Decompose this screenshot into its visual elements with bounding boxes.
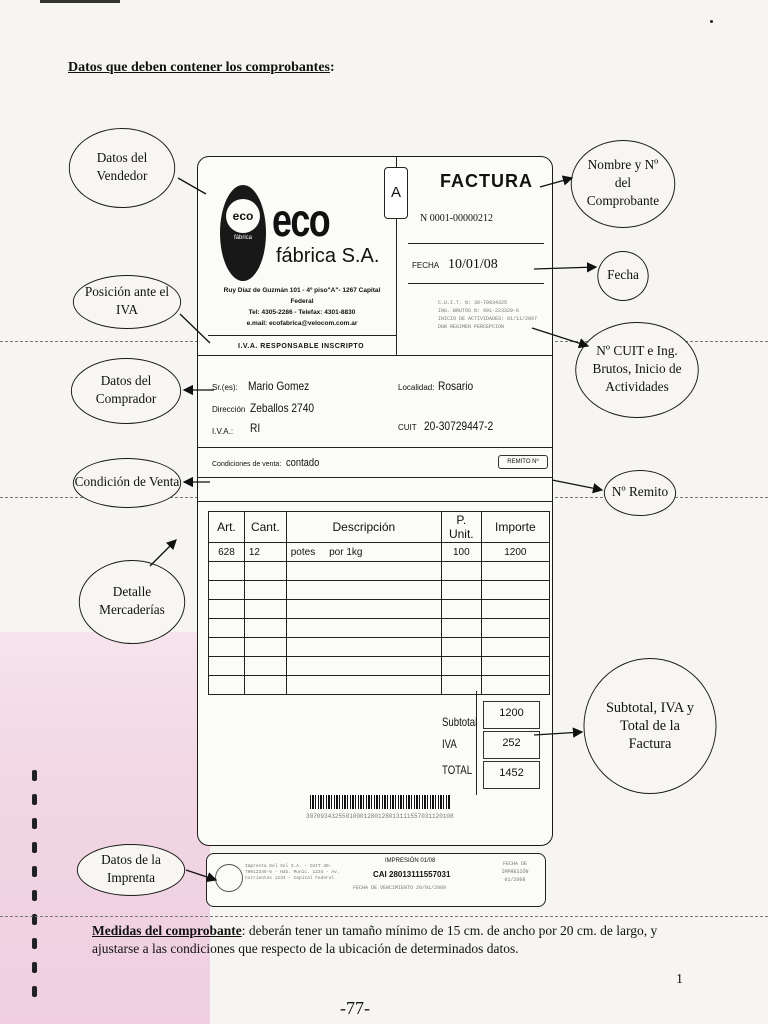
doc-title: FACTURA [440, 171, 533, 191]
total-value: 1452 [483, 761, 540, 789]
page-title: Datos que deben contener los comprobantes: [68, 60, 335, 75]
handwritten-page-number: -77- [340, 998, 370, 1018]
callout-nombre: Nombre y Nº del Comprobante [571, 140, 676, 228]
company-name: fábrica S.A. [276, 245, 380, 267]
callout-vendedor: Datos del Vendedor [69, 128, 175, 208]
subtotal-label: Subtotal [442, 715, 478, 729]
buyer-city: Rosario [438, 379, 474, 393]
buyer-cuit: 20-30729447-2 [424, 419, 494, 433]
callout-totales: Subtotal, IVA y Total de la Factura [584, 658, 717, 794]
page-number: 1 [676, 972, 683, 987]
callout-comprador: Datos del Comprador [71, 358, 181, 424]
callout-remito: Nº Remito [604, 470, 676, 516]
callout-imprenta: Datos de la Imprenta [77, 844, 185, 896]
fecha-value: 10/01/08 [448, 257, 498, 272]
callout-detalle: Detalle Mercaderías [79, 560, 185, 644]
subtotal-value: 1200 [483, 701, 540, 729]
fecha-label: FECHA [412, 261, 440, 270]
callout-fecha: Fecha [597, 251, 648, 301]
dot-mark [710, 20, 713, 23]
tax-ids: C.U.I.T. N: 30-70934325 ING. BRUTOS N: 901-223329-6 INICIO DE ACTIVIDADES: 01/11/2007 DGR REGIMEN PERCEPCION [438, 300, 538, 330]
iva-label: IVA [442, 737, 457, 751]
table-row: 628 12 potes por 1kg 100 1200 [209, 543, 550, 562]
buyer-address: Zeballos 2740 [250, 401, 315, 415]
callout-iva: Posición ante el IVA [73, 275, 181, 329]
barcode-number: 30709343255010001280128013111557031120108 [306, 813, 454, 820]
footer-note: Medidas del comprobante: deberán tener un tamaño mínimo de 15 cm. de ancho por 20 cm. de largo, y ajustarse a las condiciones que respecto de la ubicación de determinados datos. [92, 923, 658, 956]
company-logo-word: eco [272, 194, 330, 246]
sale-condition: contado [286, 457, 320, 469]
eco-logo-icon: eco fábrica [220, 185, 266, 281]
total-label: TOTAL [442, 763, 473, 777]
invoice-number: N 0001-00000212 [420, 213, 494, 224]
table-header: Art. Cant. Descripción P. Unit. Importe [209, 512, 550, 543]
remito-box: REMITO Nº [498, 455, 548, 469]
invoice: eco fábrica eco fábrica S.A. Ruy Díaz de Guzmán 101 - 4º piso"A"- 1267 Capital Federal Tel: 4305-2286 - Telefax: 4301-8830 e.mail: ecofabrica@velocom.com.ar A FACTURA N 0001-00000212 FECHA 10/01/08 C.U.I.T. N: 30-70934325 ING. BRUTOS N: 901-223329-6 INICIO DE ACTIVIDADES: 01/11/2007 DGR REGIMEN PERCEPCION I.V.A. RESPONSABLE INSCRIPTO Sr.(es): Mario Gomez Localidad: Rosario Dirección Zeballos 2740 I.V.A.: RI CUIT 20-30729447-2 Condiciones de venta: contado REMITO Nº Art. Cant. Descripción P. Unit. Importe 628 12 potes por 1kg 100 1200 1200 252 1452 Subtotal IVA TOTAL 30709343255010001280128013111557031120108 Imprenta Del Sol S.A. - CUIT 30-70012345-6 - Hab. Munic. 1234 - Av. Corrientes 1234 - Capital Federal IMPRESIÓN 01/08 CAI 28013111557031 FECHA DE VENCIMIENTO 20/01/2009 FECHA DE IMPRESIÓN 01/2008 [197, 156, 553, 846]
buyer-iva: RI [250, 421, 261, 435]
printer-box: Imprenta Del Sol S.A. - CUIT 30-70012345-6 - Hab. Munic. 1234 - Av. Corrientes 1234 - Capital Federal IMPRESIÓN 01/08 CAI 28013111557031 FECHA DE VENCIMIENTO 20/01/2009 FECHA DE IMPRESIÓN 01/2008 [206, 853, 546, 907]
company-address: Ruy Díaz de Guzmán 101 - 4º piso"A"- 1267 Capital Federal Tel: 4305-2286 - Telefax: 4301-8830 e.mail: ecofabrica@velocom.com.ar [223, 287, 381, 327]
callout-condicion: Condición de Venta [73, 458, 181, 508]
iva-value: 252 [483, 731, 540, 759]
callout-cuit: Nº CUIT e Ing. Brutos, Inicio de Actividades [575, 322, 699, 418]
iva-status: I.V.A. RESPONSABLE INSCRIPTO [238, 343, 365, 350]
cai-number: CAI 28013111557031 [373, 870, 451, 879]
invoice-type-letter: A [384, 167, 408, 219]
buyer-name: Mario Gomez [248, 379, 310, 393]
